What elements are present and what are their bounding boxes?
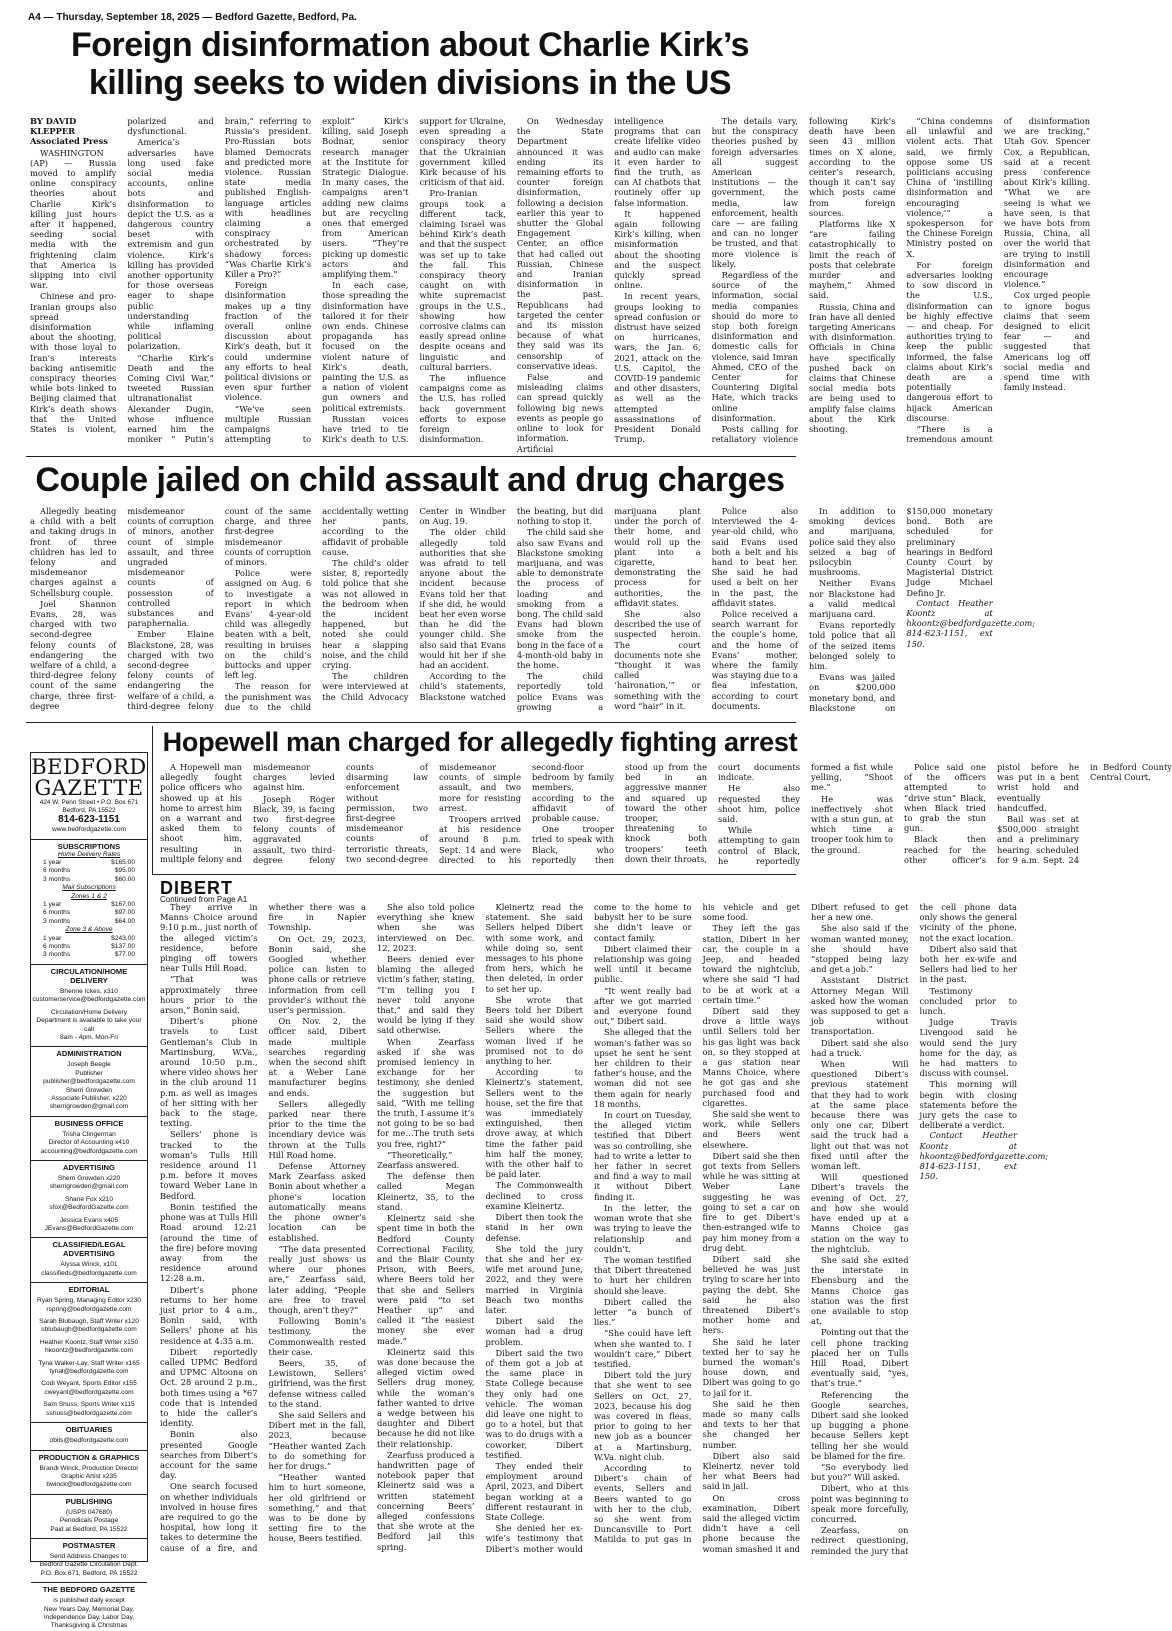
masthead-line: hkoontz@bedfordgazette.com bbox=[44, 1347, 134, 1355]
byline-org: Associated Press bbox=[30, 136, 108, 147]
masthead-line: sblubaugh@bedfordgazette.com bbox=[41, 1326, 137, 1334]
paragraph: She said Sellers and Dibert met in the fall, 2023, because “Heather wanted Zach to do something for her for drugs.” bbox=[268, 1409, 366, 1471]
rate-price: $97.00 bbox=[114, 909, 135, 917]
paragraph: She also described the use of suspected heroin. The court documents note she “thought it was called ‘haironation,’” or something with the word “hair” in it. bbox=[614, 609, 701, 711]
paragraph: “It went really bad after we got married and everyone found out,” Dibert said. bbox=[594, 985, 692, 1027]
paragraph: “She could have left when she wanted to. I wouldn’t care,” Dibert testified. bbox=[594, 1328, 692, 1369]
paragraph: Ember Elaine Blackstone, 28, was charged with two second-degree felony counts of endangering the welfare of a child, a third-degree felony count of the same charge, and three first-degree misdemeanor counts of corruption of minors. bbox=[127, 506, 312, 711]
masthead-line: Sherri Growden x220 bbox=[57, 1174, 121, 1182]
paragraph: False and misleading claims can spread quickly following big news events as people go online to look for information. Artificial intelligence programs that can create lifelike video and audio can make it even harder to find the truth, as can AI chatbots that routinely offer up false information. bbox=[516, 116, 701, 454]
paragraph: Police also interviewed the 4-year-old child, who said Evans used both a belt and his hand to beat her. She said he had used a belt on her in the past, the affidavit states. bbox=[711, 506, 798, 608]
divider bbox=[152, 874, 796, 875]
article2-body bbox=[30, 506, 1036, 720]
paragraph: She said she went to work, while Sellers and Beers went elsewhere. bbox=[702, 1109, 800, 1150]
divider bbox=[152, 726, 153, 874]
paragraph: Sellers allegedly parked near there prior to the time the incendiary device was thrown at the Tulls Hill Road home. bbox=[268, 1098, 366, 1160]
masthead-line: Trisha Clingerman bbox=[62, 1130, 116, 1138]
masthead-line: Associate Publisher, x220 bbox=[51, 1094, 127, 1102]
logo-line-2: GAZETTE bbox=[34, 776, 144, 800]
paragraph: Dibert said she also had a truck. bbox=[811, 1037, 909, 1058]
paragraph: Dibert called the letter “a bunch of lies.” bbox=[594, 1296, 692, 1328]
masthead-line: Codi Weyant, Sports Editor x155 bbox=[41, 1380, 137, 1388]
masthead-address bbox=[31, 799, 147, 814]
paragraph: Will questioned Dibert’s travels the evening of Oct. 27, and how she would have ended up at a Manns Choice gas station on the way to the nightclub. bbox=[811, 1172, 909, 1254]
paragraph: Dibert’s phone returns to her home just prior to 4 a.m., Bonin said, with Sellers’ phone at his residence at 4:35 a.m. bbox=[160, 1284, 258, 1346]
article3-headline: Hopewell man charged for allegedly fighting arrest bbox=[162, 727, 798, 757]
masthead-line: bwinck@bedfordgazette.com bbox=[46, 1481, 132, 1489]
article1-body bbox=[30, 116, 1091, 454]
paragraph: They left the gas station, Dibert in her car, the couple in a Jeep, and headed toward the nightclub, where she said “I had to be at work at a certain time.” bbox=[702, 923, 800, 1005]
paragraph: The woman testified that Dibert threatened to hurt her children should she leave. bbox=[594, 1254, 692, 1296]
paragraph: On Nov. 2, the officer said, Dibert made multiple searches regarding when the second shift at a Weber Lane manufacturer begins and ends. bbox=[268, 1016, 366, 1098]
paragraph: The Commonwealth declined to cross examine Kleinertz. bbox=[485, 1180, 583, 1211]
paragraph: Pointing out that the cell phone tracking placed her on Tulls Hill Road, Dibert eventually said, “yes, that’s true.” bbox=[811, 1327, 909, 1389]
masthead-section-body bbox=[31, 1061, 147, 1111]
masthead-line: Heather Koontz, Staff Writer x150 bbox=[39, 1338, 139, 1346]
paragraph: The child’s older sister, 8, reportedly told police that she was not allowed in the bedroom when the incident happened, but noted she could hear a slapping noise, and the child crying. bbox=[322, 558, 409, 671]
masthead-section-body bbox=[31, 1175, 147, 1233]
masthead-line: Thanksgiving & Christmas bbox=[50, 1622, 128, 1630]
paragraph: Russia, China and Iran have all denied targeting Americans with disinformation. Officials in China have specifically pushed back on claims that Chinese social media bots are being used to amplify false claims about the Kirk shooting. bbox=[809, 301, 896, 435]
paragraph: In the letter, the woman wrote that she was trying to leave the relationship and couldn’t. bbox=[594, 1202, 692, 1254]
paragraph: Zearfuss produced a handwritten page of notebook paper that Kleinertz said was a written statement concerning Beers’ alleged confessions that she wrote at the Bedford jail this spring. bbox=[377, 1449, 475, 1552]
masthead-line: (USPS 047680) bbox=[65, 1508, 113, 1516]
paragraph: She said she exited the interstate in Ebensburg and the Manns Choice gas station was the first one available to stop at. bbox=[811, 1254, 909, 1327]
masthead-line: accounting@bedfordgazette.com bbox=[40, 1147, 138, 1155]
paragraph: Zearfass, on redirect questioning, reminded the jury that the cell phone data only shows the general vicinity of the phone, not the exact location. bbox=[811, 902, 1017, 1556]
paragraph: “We’ve seen multiple Russian campaigns attempting to exploit” Kirk’s killing, said Joseph Bodnar, senior research manager at the Institute for Strategic Dialogue. In many cases, the campaigns aren’t adding new claims but are recycling ones that emerged from American users. “They’re picking up domestic actors and amplifying them.” bbox=[224, 116, 409, 445]
paragraph: Kleinertz said this was done because the alleged victim owed Sellers drug money, while the woman’s father wanted to drive a wedge between his daughter and Dibert because he did not like their relationship. bbox=[377, 1346, 475, 1449]
masthead-section-title: CLASSIFIED/LEGAL ADVERTISING bbox=[31, 1237, 147, 1258]
paragraph: One trooper tried to speak with Black, who reportedly then stood up from the bed in an aggressive manner and squared up toward the other trooper, threatening to knock both troopers’ teeth down their throats, court documents indicate. bbox=[532, 762, 800, 865]
article1-paragraphs bbox=[30, 116, 1090, 454]
paragraph: In recent years, groups looking to spread confusion or distrust have seized on hurricanes, wars, the Jan. 6, 2021, attack on the U.S. Capitol, the COVID-19 pandemic and other disasters, as well as the attempted assassinations of President Donald Trump. bbox=[614, 291, 701, 445]
paragraph: Beers, 35, of Lewistown, Sellers’ girlfriend, was the first defense witness called to the stand. bbox=[268, 1357, 366, 1409]
article2-headline: Couple jailed on child assault and drug charges bbox=[35, 461, 785, 499]
paragraph: She also told police everything she knew when she was interviewed on Dec. 12, 2023. bbox=[377, 902, 475, 953]
paragraph: “There is a tremendous amount of disinformation we are tracking,” Utah Gov. Spencer Cox, a Republican, said at a recent press conference about Kirk’s killing. “What we are seeing is what we have seen, is that we have bots from Russia, China, all over the world that are trying to instill disinformation and encourage violence.” bbox=[906, 116, 1091, 445]
paragraph: Judge Travis Livengood said he would send the jury home for the day, as he had matters to discuss with counsel. bbox=[919, 1017, 1017, 1079]
paragraph: Police said one of the officers attempted to “drive stun” Black, when Black tried to grab the stun gun. bbox=[904, 762, 986, 834]
rate-price: $165.00 bbox=[111, 859, 135, 866]
masthead-line: Brandi Winck, Production Director bbox=[39, 1464, 139, 1472]
article4-continued: Continued from Page A1 bbox=[160, 895, 248, 904]
rate-price: $167.00 bbox=[111, 901, 135, 909]
masthead-section-body bbox=[31, 988, 147, 1042]
masthead-line: JEvans@BedfordGazette.com bbox=[44, 1225, 134, 1232]
masthead-phone: 814-623-1151 bbox=[58, 814, 120, 826]
rate-term: 6 months bbox=[43, 867, 71, 875]
mail-title: Mail Subscriptions bbox=[62, 884, 116, 892]
masthead-line: customerservice@bedfordgazette.com bbox=[32, 996, 146, 1004]
paragraph: Bail was set at $500,000 straight and a preliminary hearing scheduled for 9 a.m. Sept. 24 in Bedford County Central Court. bbox=[997, 762, 1172, 865]
rate-term: 1 year bbox=[43, 859, 62, 866]
article3-paragraphs bbox=[160, 762, 1172, 870]
masthead-line: tynal@bedfordgazette.com bbox=[49, 1368, 129, 1376]
paragraph: “Theoretically,” Zearfass answered. bbox=[377, 1149, 460, 1171]
paragraph: It happened again following Kirk’s killing, when misinformation about the shooting and the suspect quickly spread online. bbox=[614, 208, 701, 291]
rate-price: $64.00 bbox=[114, 917, 135, 925]
paragraph: In each case, those spreading the disinformation have tailored it for their own ends. Chinese propaganda has focused on the violent nature of Kirk’s death, painting the U.S. as a nation of violent gun owners and political extremists. bbox=[322, 280, 409, 413]
logo-line-1: BEDFORD bbox=[31, 755, 147, 779]
masthead-section-title: ADVERTISING bbox=[31, 1160, 147, 1172]
rate-term: 3 months bbox=[43, 951, 71, 959]
masthead-line: sshuss@bedfordgazette.com bbox=[46, 1409, 132, 1417]
paragraph: She said he then made so many calls and texts to her that she changed her number. bbox=[702, 1398, 800, 1450]
masthead-box bbox=[30, 752, 148, 1630]
rate-row bbox=[31, 909, 147, 917]
paragraph: Kleinertz said she spent time in both the Bedford County Correctional Facility, and the Blair County Prison, with Beers, where Beers told her that she and Sellers were paid “to set Heather up” and called it “the easiest money she ever made.” bbox=[377, 1213, 475, 1346]
rate-price: $60.00 bbox=[114, 875, 135, 883]
masthead-line: Independence Day, Labor Day, bbox=[43, 1613, 135, 1621]
paragraph: Chinese and pro-Iranian groups also spread disinformation about the shooting, with those loyal to Iran’s interests backing antisemitic conspiracy theories while bots linked to Beijing claimed that Kirk’s death shows that the United States is violent, polarized and dysfunctional. bbox=[30, 116, 214, 435]
page-folio: A4 — Thursday, September 18, 2025 — Bedford Gazette, Bedford, Pa. bbox=[28, 12, 357, 23]
paragraph: Dibert said they drove a little ways until Sellers told her his gas light was back on, so they stopped at a gas station near Manns Choice, where he got gas and she purchased food and cigarettes. bbox=[702, 1006, 800, 1108]
masthead-sections bbox=[31, 964, 147, 1631]
paragraph: She also said if the woman wanted money, she should have “stopped being lazy and get a job.” bbox=[811, 923, 909, 975]
paragraph: According to Dibert’s chain of events, Sellers and Beers wanted to go with her to the club, so she went from Duncansville to Port Matilda to put gas in his vehicle and get some food. bbox=[594, 902, 800, 1545]
paragraph: In court on Tuesday, the alleged victim testified that Dibert was so controlling, she had to write a letter to her father in secret and find a way to mail it without Dibert finding it. bbox=[594, 1110, 692, 1202]
paragraph: She said he later texted her to say he burned the woman’s house down, and Dibert was going to go to jail for it. bbox=[702, 1336, 800, 1398]
paragraph: The defense then called Megan Kleinertz, 35, to the stand. bbox=[377, 1171, 475, 1212]
home-rates bbox=[31, 859, 147, 884]
paragraph: The children were interviewed at the Child Advocacy Center in Windber on Aug. 19. bbox=[322, 506, 506, 702]
paragraph: Dibert said the woman had a drug problem. bbox=[485, 1316, 583, 1347]
rate-row bbox=[31, 859, 147, 867]
masthead-line: Shane Fox x210 bbox=[64, 1195, 114, 1203]
masthead-line: Paid at Bedford, PA 15522 bbox=[50, 1525, 128, 1533]
zone3-rates bbox=[31, 935, 147, 960]
masthead-line: Joseph Beegle bbox=[67, 1061, 111, 1069]
paragraph: “Heather wanted him to hurt someone, her old girlfriend or something,” and that was to be done by setting fire to the house, Beers testified. bbox=[268, 1472, 366, 1544]
paragraph: He also requested they shoot him, police said. bbox=[718, 783, 800, 825]
masthead-section-body bbox=[31, 1553, 147, 1578]
rate-term: 1 year bbox=[43, 901, 62, 909]
masthead-website: www.bedfordgazette.com bbox=[51, 826, 127, 834]
article4-body bbox=[160, 902, 1049, 1562]
paragraph: Pro-Iranian groups took a different tack, claiming Israel was behind Kirk’s death and that the suspect was set up to take the fall. This conspiracy theory caught on with white supremacist groups in the U.S., showing how corrosive claims can easily spread online despite oceans and linguistic and cultural barriers. bbox=[419, 188, 506, 372]
paragraph: She wrote that Beers told her Dibert said she would show Sellers where the woman lived if he promised not to do anything to her. bbox=[485, 994, 583, 1067]
masthead-line: Bedford Gazette Circulation Dept. bbox=[39, 1561, 139, 1569]
paragraph: Neither Evans nor Blackstone had a valid medical marijuana card. bbox=[809, 578, 896, 620]
paragraph: The older child allegedly told authorities that she was afraid to tell anyone about the incident because Evans told her that if she did, he would beat her even worse than he did the younger child. She also said that Evans would hit her if she had an accident. bbox=[419, 527, 506, 671]
paragraph: Sellers’ phone is tracked to the woman’s Tulls Hill residence around 11 p.m. before it moves toward Weber Lane in Bedford. bbox=[160, 1129, 258, 1201]
paragraph: Testimony concluded prior to lunch. bbox=[919, 985, 1017, 1017]
article4-contact: Contact Heather Koontz at hkoontz@bedfordgazette.com; 814-623-1151, ext 150. bbox=[919, 1130, 1049, 1182]
paragraph: A Hopewell man allegedly fought police officers who showed up at his home to arrest him on a warrant and asked them to shoot him, resulting in multiple felony and misdemeanor charges levied against him. bbox=[160, 762, 335, 864]
masthead-line: Ryan Spring, Managing Editor x230 bbox=[36, 1297, 142, 1305]
rate-term: 6 months bbox=[43, 943, 71, 951]
paragraph: She denied her ex-wife’s testimony that Dibert’s mother would come to the home to babysit her to be sure she didn’t leave or contact family. bbox=[485, 902, 692, 1554]
masthead-line: sherrigrowden@gmail.com bbox=[49, 1183, 129, 1191]
masthead-line: Department is available to take your call bbox=[36, 1017, 142, 1033]
paragraph: Referencing the Google searches, Dibert said she looked up bugging a phone because Sellers kept telling her she would be blamed for the fire. bbox=[811, 1389, 909, 1461]
paragraph: Troopers arrived at his residence around 8 p.m. Sept. 14 and were directed to his second-floor bedroom by family members, according to the affidavit of probable cause. bbox=[439, 762, 614, 865]
masthead-line: classifieds@bedfordgazette.com bbox=[41, 1269, 137, 1277]
paragraph: The reason for the punishment was due to the child accidentally wetting her pants, according to the affidavit of probable cause. bbox=[224, 506, 409, 712]
rate-term: 3 months bbox=[43, 917, 71, 925]
rate-row bbox=[31, 876, 147, 884]
paragraph: Dibert then took the stand in her own defense. bbox=[485, 1212, 583, 1243]
paragraph: He was ineffectively shot with a stun gun, at which time a trooper took him to the ground. bbox=[811, 793, 893, 855]
masthead-line: Director of Accounting x410 bbox=[48, 1139, 130, 1147]
paragraph: They ended their employment around April, 2023, and Dibert began working at a different restaurant in State College. bbox=[485, 1460, 583, 1522]
paragraph: Evans was jailed on $200,000 monetary bond, and Blackstone on $150,000 monetary bond. Both are scheduled for preliminary hearings in Bedford County Court by Magisterial District Judge Michael Defino Jr. bbox=[809, 506, 993, 713]
article2-contact: Contact Heather Koontz at hkoontz@bedfordgazette.com; 814-623-1151, ext 150. bbox=[906, 597, 1036, 649]
masthead-line: publisher@bedfordgazette.com bbox=[43, 1078, 135, 1086]
masthead-section-body bbox=[31, 1437, 147, 1445]
rate-term: 3 months bbox=[43, 875, 71, 883]
paragraph: Platforms like X “are failing catastrophically to limit the reach of posts that celebrate murder and mayhem,” Ahmed said. bbox=[809, 219, 896, 301]
masthead-section-body bbox=[31, 1131, 147, 1156]
masthead-section-title: ADMINISTRATION bbox=[31, 1046, 147, 1058]
masthead-line: sherrigrowden@gmail.com bbox=[49, 1103, 129, 1111]
masthead-section-title: PRODUCTION & GRAPHICS bbox=[31, 1450, 147, 1462]
masthead-line: obits@bedfordgazette.com bbox=[49, 1437, 129, 1445]
paragraph: “Charlie Kirk’s Death and the Coming Civil War,” tweeted Russian ultranationalist Alexander Dugin, whose influence earned him the moniker “ Putin’s brain,” referring to Russia’s president. Pro-Russian bots blamed Democrats and predicted more violence. Russian state media published English-language articles with headlines claiming a conspiracy orchestrated by shadowy forces: “Was Charlie Kirk’s Killer a Pro?” bbox=[127, 116, 312, 445]
paragraph: Kleinertz read the statement. She said Sellers helped Dibert with some work, and while doing so, sent messages to his phone from hers, which he then deleted, in order to set her up. bbox=[485, 902, 583, 994]
masthead-line: Jessica Evans x405 bbox=[59, 1216, 119, 1224]
paragraph: This morning will begin with closing statements before the jury gets the case to deliberate a verdict. bbox=[919, 1079, 1017, 1131]
paragraph: Joseph Roger Black, 39, is facing two first-degree felony counts of aggravated assault, two third-degree felony counts of disarming law enforcement without permission, two first-degree misdemeanor counts of terroristic threats, two second-degree misdemeanor counts of simple assault, and two more for resisting arrest. bbox=[253, 762, 521, 865]
paragraph: Dibert reportedly called UPMC Bedford and UPMC Altoona on Oct. 28 around 2 p.m., both times using a *67 code that is intended to hide the caller’s identity. bbox=[160, 1346, 258, 1429]
masthead-line: sfox@BedfordGazette.com bbox=[49, 1204, 129, 1212]
masthead-line: Periodicals Postage bbox=[59, 1517, 119, 1525]
paragraph: In addition to smoking devices and marijuana, police said they also seized a bag of psilocybin mushrooms. bbox=[809, 506, 896, 578]
paragraph: The child said she also saw Evans and Blackstone smoking marijuana, and was able to demonstrate the process of loading and smoking from a bong. The child said Evans had blown smoke from the bong in the face of a 4-month-old baby in the home. bbox=[516, 527, 604, 671]
paragraph: “That was approximately three hours prior to the arson,” Bonin said. bbox=[160, 974, 258, 1016]
paragraph: “China condemns all unlawful and violent acts. That said, we firmly oppose some US politicians accusing China of ‘instilling disinformation and encouraging violence,’” a spokesperson for the Chinese Foreign Ministry posted on X. bbox=[906, 116, 993, 259]
masthead-line: Graphic Artist x235 bbox=[61, 1472, 117, 1480]
rate-row bbox=[31, 901, 147, 909]
rate-price: $77.00 bbox=[114, 951, 135, 959]
paragraph: On cross examination, Dibert said the alleged victim didn’t have a cell phone because the woman smashed it and Dibert refused to get her a new one. bbox=[702, 902, 909, 1554]
paragraph: They arrive in Manns Choice around 9:10 p.m., just north of the alleged victim’s residence, before pinging off towers near Tulls Hill Road. bbox=[160, 902, 258, 974]
home-rates-title: Home Delivery Rates bbox=[57, 850, 121, 858]
masthead-section-body bbox=[31, 1597, 147, 1631]
paragraph: Beers denied ever blaming the alleged victim’s father, stating, “I’m telling you I never told anyone that,” and said they would be lying if they said otherwise. bbox=[377, 954, 475, 1036]
divider bbox=[26, 722, 796, 723]
paragraph: Evans reportedly told police that all of the seized items belonged solely to him. bbox=[809, 620, 896, 672]
paragraph: Dibert’s phone travels to Lust Gentleman’s Club in Martinsburg, W.Va., around 10:50 p.m., where video shows her in the club around 11 p.m. as well as images of her sitting with her back to the stage, texting. bbox=[160, 1016, 258, 1129]
paragraph: “So everybody lied but you?” Will asked. bbox=[811, 1461, 909, 1483]
rate-row bbox=[31, 867, 147, 875]
article4-paragraphs bbox=[160, 902, 1049, 1562]
paragraph: Bonin also presented Google searches from Dibert’s account for the same day. bbox=[160, 1429, 258, 1481]
address-line-1: 424 W. Penn Street • P.O. Box 671 bbox=[39, 799, 139, 806]
paragraph: Defense Attorney Mark Zearfass asked Bonin about whether a phone’s location automatically means the phone owner’s location can be established. bbox=[268, 1161, 366, 1243]
article2-paragraphs bbox=[30, 506, 1036, 720]
masthead-line: Alyssa Winck, x101 bbox=[60, 1261, 118, 1269]
zone12-rates bbox=[31, 901, 147, 926]
paragraph: Dibert said the two of them got a job at the same place in State College because they only had one vehicle. The woman did leave one night to go to a hotel, but that was to do drugs with a coworker, Dibert testified. bbox=[485, 1347, 583, 1460]
paragraph: “The data presented really just shows us where our phones are,” Zearfass said, later adding, “People are free to travel though, aren’t they?” bbox=[268, 1243, 366, 1315]
paragraph: While attempting to gain control of Black, he reportedly formed a fist while yelling, “Shoot me.” bbox=[718, 762, 893, 866]
rate-price: $95.00 bbox=[114, 867, 135, 875]
paragraph: Dibert also said that both her ex-wife and Sellers had lied to her in the past. bbox=[919, 943, 1017, 985]
masthead-line: Sherri Growden bbox=[65, 1086, 113, 1094]
paragraph: Police received a search warrant for the couple’s home, and the home of Evans’ mother, where the family was staying due to a flea infestation, according to court documents. bbox=[711, 609, 798, 711]
masthead-line: Tyna Walker-Lay, Staff Writer x165 bbox=[38, 1359, 140, 1367]
masthead-line: New Years Day, Memorial Day, bbox=[43, 1605, 135, 1613]
masthead-line: Publisher bbox=[75, 1069, 103, 1077]
paragraph: Dibert told the jury that she went to see Sellers on Oct. 27, 2023, because his dog was covered in fleas, prior to going to her new job as a bouncer at a Martinsburg, W.Va. night club. bbox=[594, 1370, 692, 1462]
paragraph: Joel Shannon Evans, 28, was charged with two second-degree felony counts of endangering the welfare of a child, a third-degree felony count of the same charge, three first-degree misdemeanor counts of corruption of minors, another count of simple assault, and three ungraded misdemeanor counts of possession of controlled substances and paraphernalia. bbox=[30, 506, 214, 711]
paragraph: Dibert, who at this point was beginning to speak more forcefully, concurred. bbox=[811, 1483, 909, 1524]
rate-row bbox=[31, 935, 147, 943]
paragraph: America’s adversaries have long used fake social media accounts, online bots and disinformation to depict the U.S. as a dangerous country beset with extremism and gun violence. Kirk’s killing has provided another opportunity for those overseas eager to shape public understanding while inflaming political polarization. bbox=[127, 137, 214, 352]
byline-name: BY DAVID KLEPPER bbox=[30, 116, 77, 137]
rate-price: $243.00 bbox=[111, 934, 135, 942]
paragraph: When Will questioned Dibert’s previous statement that they had to work at the same place because there was only one car, Dibert said the truck had a light out that was not fixed until after the woman left. bbox=[811, 1059, 909, 1172]
rate-term: 6 months bbox=[43, 909, 71, 917]
rate-row bbox=[31, 918, 147, 926]
article1-headline: Foreign disinformation about Charlie Kirk’s killing seeks to widen divisions in the US bbox=[70, 26, 750, 102]
paragraph: Following Bonin’s testimony, the Commonwealth rested their case. bbox=[268, 1316, 366, 1357]
paragraph: For foreign adversaries looking to sow discord in the U.S., disinformation can be highly effective — and cheap. For authorities trying to keep the public informed, the false claims about Kirk’s death are a potentially dangerous effort to hijack American discourse. bbox=[906, 259, 993, 423]
masthead-line: is published daily except bbox=[53, 1597, 125, 1605]
paragraph: The child reportedly told police Evans was growing a marijuana plant under the porch of their home, and would roll up the plant into a cigarette, demonstrating the process for authorities, the affidavit states. bbox=[516, 506, 701, 712]
rate-row bbox=[31, 943, 147, 951]
paragraph: The details vary, but the conspiracy theories pushed by foreign adversaries all suggest American institutions — the government, the media, law enforcement, health care — are failing and can no longer be trusted, and that more violence is likely. bbox=[711, 116, 798, 269]
paragraph: Allegedly beating a child with a belt and taking drugs in front of three children has led to felony and misdemeanor charges against a Schellsburg couple. bbox=[30, 506, 117, 598]
subscriptions-title: SUBSCRIPTIONS bbox=[31, 839, 147, 851]
paragraph: Police were assigned on Aug. 6 to investigate a report in which Evans’ 4-year-old child was allegedly beaten with a belt, resulting in bruises on the child’s buttocks and upper left leg. bbox=[224, 568, 312, 681]
masthead-section-title: POSTMASTER bbox=[31, 1538, 147, 1550]
rate-price: $137.00 bbox=[111, 943, 135, 951]
address-line-2: Bedford, PA 15522 bbox=[62, 806, 116, 814]
rate-row bbox=[31, 951, 147, 959]
paragraph: Regardless of the source of the information, social media companies should do more to stop both foreign disinformation and domestic calls for violence, said Imran Ahmed, CEO of the Center for Countering Digital Hate, which tracks online disinformation. bbox=[711, 270, 798, 423]
paragraph: On Oct. 29, 2023, Bonin said, she Googled whether police can listen to phone calls or retrieve information from cell provider’s without the user’s permission. bbox=[268, 933, 366, 1016]
paragraph: One search focused on whether individuals involved in house fires are required to go the hospital, how long it takes to determine the cause of a fire, and whether there was a fire in Napier Township. bbox=[160, 902, 366, 1553]
masthead-section-body bbox=[31, 1465, 147, 1490]
paragraph: According to the child’s statements, Blackstone watched the beating, but did nothing to stop it. bbox=[419, 506, 604, 702]
masthead-line: Sam Shuss, Sports Writer x115 bbox=[43, 1401, 135, 1409]
paragraph: Assistant District Attorney Megan Will asked how the woman was supposed to get a job without transportation. bbox=[811, 975, 909, 1037]
masthead-line: Sarah Blubaugh, Staff Writer x120 bbox=[39, 1318, 139, 1326]
paragraph: Dibert also said Kleinertz never told her what Beers had said in jail. bbox=[702, 1450, 800, 1492]
paragraph: Russian voices have tried to tie Kirk’s death to U.S. support for Ukraine, even spreading a conspiracy theory that the Ukrainian government killed Kirk because of his criticism of that aid. bbox=[322, 116, 506, 445]
paragraph: Bonin testified the phone was at Tulls Hill Road around 12:21 (around the time of the fire) before moving away from the residence around 12:28 a.m. bbox=[160, 1201, 258, 1284]
paragraph: On Wednesday the State Department announced it was ending its remaining efforts to counter foreign disinformation, following a decision earlier this year to shutter the Global Engagement Center, an office that had called out Russian, Chinese and Iranian disinformation in the past. Republicans had targeted the center and its mission because of what they said was its censorship of conservative ideas. bbox=[516, 116, 604, 371]
paragraph: Foreign disinformation makes up a tiny fraction of the overall online discussion about Kirk’s death, but it could undermine any efforts to heal political divisions or even spur further violence. bbox=[224, 280, 312, 403]
masthead-section-body bbox=[31, 1261, 147, 1278]
masthead-section-title: EDITORIAL bbox=[31, 1282, 147, 1294]
paragraph: Dibert said she then got texts from Sellers while he was sitting at Weber Lane suggesting he was going to set a car on fire to get Dibert’s then-estranged wife to pay him money from a drug debt. bbox=[702, 1150, 800, 1253]
masthead-section-title: BUSINESS OFFICE bbox=[31, 1116, 147, 1128]
paragraph: Black then reached for the other officer’s pistol before he was put in a bent wrist hold and eventually handcuffed. bbox=[904, 762, 1079, 865]
divider bbox=[26, 456, 796, 457]
masthead-section-title: CIRCULATION/HOME DELIVERY bbox=[31, 964, 147, 985]
masthead-line: Send Address Changes to: bbox=[49, 1552, 129, 1560]
paragraph: The influence campaigns come as the U.S. has rolled back government efforts to expose foreign disinformation. bbox=[419, 373, 506, 445]
masthead-line: Circulation/Home Delivery bbox=[50, 1008, 128, 1016]
masthead-line: rspring@bedfordgazette.com bbox=[46, 1305, 132, 1313]
article1-byline bbox=[30, 116, 116, 147]
rate-term: 1 year bbox=[43, 934, 62, 942]
paragraph: Cox urged people to ignore bogus claims that seem designed to elicit fear — and suggested that Americans log off social media and spend time with family instead. bbox=[1003, 290, 1091, 393]
paragraph: When Zearfass asked if she was promised leniency in exchange for her testimony, she denied the suggestion but said, “With me telling the truth, I assume it’s not going to be so bad for me…The truth sets you free, right?” bbox=[377, 1036, 475, 1149]
paragraph: She told the jury that she and her ex-wife met around June, 2022, and they were married in Virginia Beach two months later. bbox=[485, 1243, 583, 1315]
paragraph: WASHINGTON (AP) — Russia moved to amplify online conspiracy theories about Charlie Kirk’s killing just hours after it happened, seeding social media with the frightening claim that America is slipping into civil war. bbox=[30, 147, 117, 291]
masthead-section-title: OBITUARIES bbox=[31, 1422, 147, 1434]
zone3-title: Zone 3 & Above bbox=[65, 926, 113, 934]
masthead-line: cweyant@bedfordgazette.com bbox=[44, 1388, 134, 1396]
masthead-line: 8am - 4pm. Mon-Fri bbox=[60, 1033, 118, 1041]
paragraph: Dibert claimed their relationship was going well until it became public. bbox=[594, 943, 692, 985]
masthead-section-body bbox=[31, 1509, 147, 1534]
article3-body bbox=[160, 762, 1172, 870]
masthead-section-title: THE BEDFORD GAZETTE bbox=[31, 1582, 147, 1594]
zone12-title: Zones 1 & 2 bbox=[71, 892, 107, 900]
masthead-line: P.O. Box 671, Bedford, PA 15522 bbox=[40, 1569, 138, 1577]
paragraph: Dibert said she believed he was just trying to scare her into paying the debt. She said he also threatened Dibert’s mother home and hers. bbox=[702, 1253, 800, 1336]
masthead-section-body bbox=[31, 1297, 147, 1418]
masthead-logo bbox=[31, 757, 147, 799]
paragraph: Posts calling for retaliatory violence following Kirk’s death have been seen 43 million times on X alone, according to the center’s research, though it can’t say which posts came from foreign sources. bbox=[711, 116, 896, 445]
paragraph: According to Kleinertz’s statement, Sellers went to the house, set the fire that was immediately extinguished, then drove away, at which time the father paid him half the money, with the other half to be paid later. bbox=[485, 1067, 583, 1180]
masthead-line: Bhenne Ickes, x310 bbox=[60, 987, 118, 995]
article4-headline: DIBERT bbox=[160, 878, 233, 898]
paragraph: She alleged that the woman’s father was so upset he sent he sent her children to their father’s house, and the woman did not see them again for nearly 18 months. bbox=[594, 1027, 692, 1109]
masthead-section-title: PUBLISHING bbox=[31, 1494, 147, 1506]
